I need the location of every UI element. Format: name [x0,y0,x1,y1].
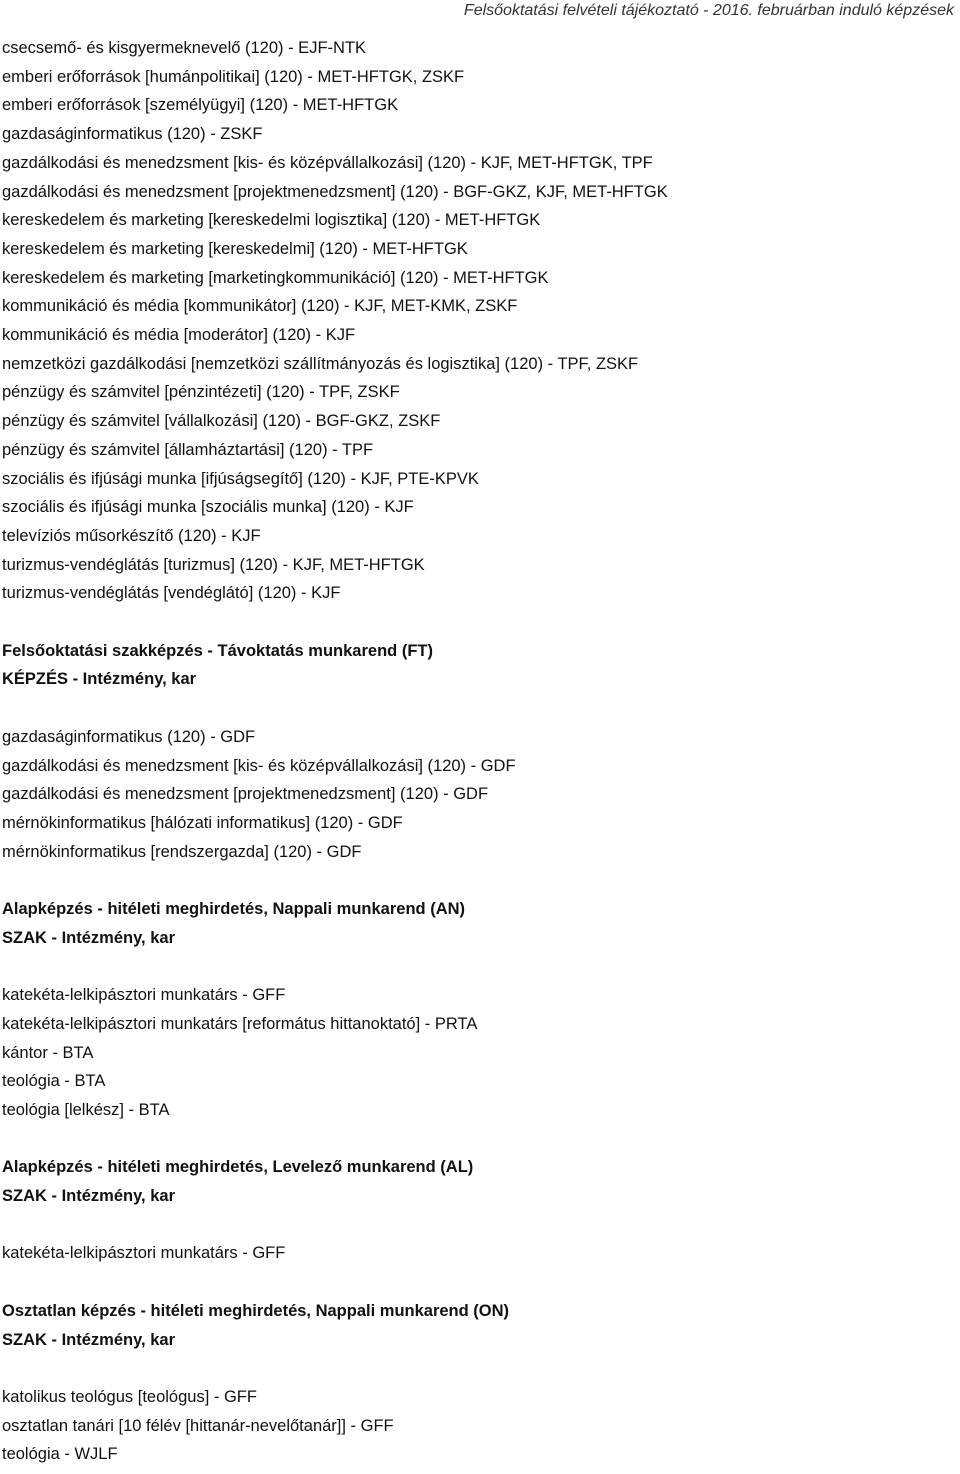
list-item: pénzügy és számvitel [vállalkozási] (120) - BGF-GKZ, ZSKF [2,412,441,431]
section-list [2,981,956,1125]
list-item: emberi erőforrások [humánpolitikai] (120) - MET-HFTGK, ZSKF [2,67,465,86]
section-subheading: SZAK - Intézmény, kar [2,1330,175,1349]
page-header: Felsőoktatási felvételi tájékoztató - 2016. februárban induló képzések [463,2,954,19]
section-ft [2,637,956,867]
section-an [2,895,956,1125]
list-item: katekéta-lelkipásztori munkatárs [református hittanoktató] - PRTA [2,1014,478,1033]
list-item: csecsemő- és kisgyermeknevelő (120) - EJF-NTK [2,39,367,57]
list-item: kereskedelem és marketing [marketingkommunikáció] (120) - MET-HFTGK [2,268,549,287]
section-heading: Felsőoktatási szakképzés - Távoktatás munkarend (FT) [2,641,433,660]
list-item: pénzügy és számvitel [pénzintézeti] (120) - TPF, ZSKF [2,383,400,402]
list-item: televíziós műsorkészítő (120) - KJF [2,526,261,545]
intro-list [2,34,956,608]
document-body [2,34,956,1469]
list-item: szociális és ifjúsági munka [szociális munka] (120) - KJF [2,498,414,517]
section-al [2,1153,956,1268]
section-list [2,1383,956,1469]
list-item: kántor - BTA [2,1043,94,1062]
section-subheading: SZAK - Intézmény, kar [2,928,175,947]
section-on [2,1297,956,1469]
section-list [2,723,956,867]
list-item: katolikus teológus [teológus] - GFF [2,1387,257,1406]
list-item: gazdálkodási és menedzsment [projektmenedzsment] (120) - GDF [2,785,489,804]
list-item: kommunikáció és média [kommunikátor] (120) - KJF, MET-KMK, ZSKF [2,297,518,316]
list-item: mérnökinformatikus [rendszergazda] (120) - GDF [2,842,362,861]
list-item: kereskedelem és marketing [kereskedelmi] (120) - MET-HFTGK [2,239,468,258]
list-item: gazdálkodási és menedzsment [kis- és középvállalkozási] (120) - GDF [2,756,516,775]
list-item: turizmus-vendéglátás [vendéglátó] (120) - KJF [2,584,341,603]
list-item: gazdálkodási és menedzsment [kis- és középvállalkozási] (120) - KJF, MET-HFTGK, TPF [2,153,653,172]
list-item: teológia [lelkész] - BTA [2,1100,170,1119]
section-list [2,1239,956,1268]
list-item: gazdaságinformatikus (120) - GDF [2,727,256,746]
list-item: teológia - WJLF [2,1445,118,1464]
list-item: kommunikáció és média [moderátor] (120) - KJF [2,326,356,345]
list-item: kereskedelem és marketing [kereskedelmi logisztika] (120) - MET-HFTGK [2,211,541,230]
section-heading: Osztatlan képzés - hitéleti meghirdetés, Nappali munkarend (ON) [2,1301,510,1320]
section-heading: Alapképzés - hitéleti meghirdetés, Levelező munkarend (AL) [2,1158,474,1177]
list-item: pénzügy és számvitel [államháztartási] (120) - TPF [2,440,374,459]
section-heading: Alapképzés - hitéleti meghirdetés, Nappali munkarend (AN) [2,900,466,919]
list-item: gazdálkodási és menedzsment [projektmenedzsment] (120) - BGF-GKZ, KJF, MET-HFTGK [2,182,668,201]
list-item: osztatlan tanári [10 félév [hittanár-nevelőtanár]] - GFF [2,1416,394,1435]
list-item: nemzetközi gazdálkodási [nemzetközi szállítmányozás és logisztika] (120) - TPF, ZSKF [2,354,639,373]
list-item: teológia - BTA [2,1072,106,1091]
list-item: mérnökinformatikus [hálózati informatikus] (120) - GDF [2,813,403,832]
list-item: katekéta-lelkipásztori munkatárs - GFF [2,986,286,1005]
list-item: szociális és ifjúsági munka [ifjúságsegítő] (120) - KJF, PTE-KPVK [2,469,479,488]
section-subheading: SZAK - Intézmény, kar [2,1187,175,1206]
section-subheading: KÉPZÉS - Intézmény, kar [2,670,197,689]
list-item: turizmus-vendéglátás [turizmus] (120) - KJF, MET-HFTGK [2,555,425,574]
list-item: gazdaságinformatikus (120) - ZSKF [2,125,263,144]
list-item: emberi erőforrások [személyügyi] (120) - MET-HFTGK [2,96,399,115]
list-item: katekéta-lelkipásztori munkatárs - GFF [2,1244,286,1263]
